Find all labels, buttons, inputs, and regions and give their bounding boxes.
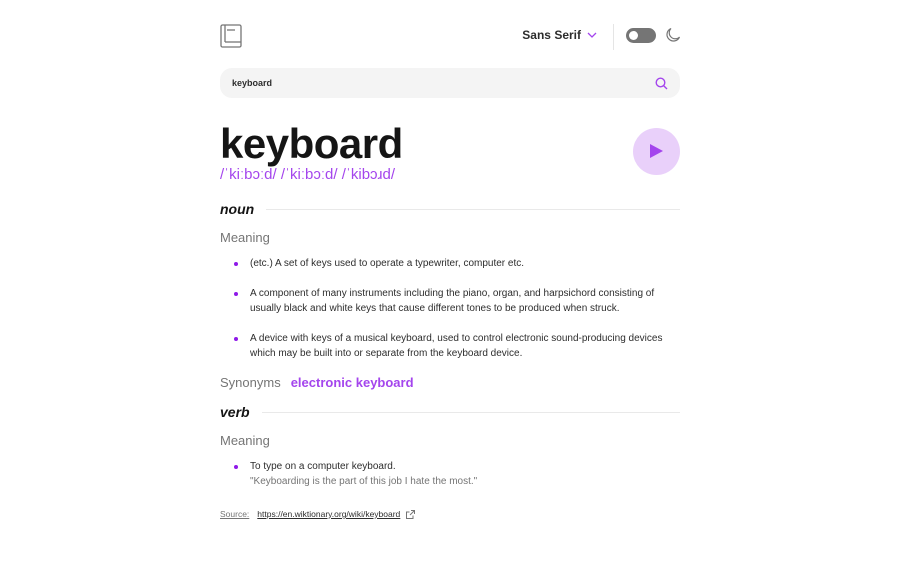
synonyms-label: Synonyms xyxy=(220,375,281,390)
header xyxy=(220,24,680,50)
section-divider xyxy=(266,209,680,210)
synonyms-row xyxy=(220,375,414,390)
search-input[interactable] xyxy=(232,68,632,98)
definition-text: To type on a computer keyboard. xyxy=(250,461,396,472)
source-link[interactable]: https://en.wiktionary.org/wiki/keyboard xyxy=(257,509,401,519)
theme-toggle[interactable] xyxy=(626,28,656,43)
font-selector[interactable] xyxy=(522,28,597,42)
verb-heading xyxy=(220,404,680,420)
part-of-speech-label: noun xyxy=(220,201,255,217)
synonym-link[interactable]: electronic keyboard xyxy=(290,375,414,390)
search-bar xyxy=(220,68,680,98)
definition-item: (etc.) A set of keys used to operate a typewriter, computer etc. xyxy=(234,256,680,271)
play-icon xyxy=(650,144,663,158)
source-label: Source: xyxy=(220,509,250,519)
external-link-icon[interactable] xyxy=(406,510,415,519)
noun-heading xyxy=(220,201,680,217)
header-divider xyxy=(613,24,614,50)
meaning-heading: Meaning xyxy=(220,433,270,448)
section-divider xyxy=(262,412,680,413)
font-selector-label: Sans Serif xyxy=(522,28,581,42)
noun-definitions xyxy=(234,256,680,361)
search-icon[interactable] xyxy=(655,77,668,90)
definition-example: "Keyboarding is the part of this job I hate the most." xyxy=(250,476,478,487)
play-button[interactable] xyxy=(633,128,680,175)
definition-item: A component of many instruments including the piano, organ, and harpsichord consisting of usually black and white keys that cause different tones to be produced when struck. xyxy=(234,286,680,316)
part-of-speech-label: verb xyxy=(220,404,250,420)
definition-item: A device with keys of a musical keyboard, used to control electronic sound-producing devices which may be built into or separate from the keyboard device. xyxy=(234,331,680,361)
book-icon[interactable] xyxy=(220,24,242,48)
meaning-heading: Meaning xyxy=(220,230,270,245)
phonetic: /ˈkiːbɔːd/ /ˈkiːbɔːd/ /ˈkibɔɹd/ xyxy=(220,166,396,183)
chevron-down-icon xyxy=(587,32,597,38)
toggle-knob xyxy=(629,31,638,40)
source-row xyxy=(220,509,415,519)
verb-definitions xyxy=(234,459,680,489)
word-title: keyboard xyxy=(220,120,403,167)
definition-item xyxy=(234,459,680,489)
moon-icon[interactable] xyxy=(665,27,681,43)
